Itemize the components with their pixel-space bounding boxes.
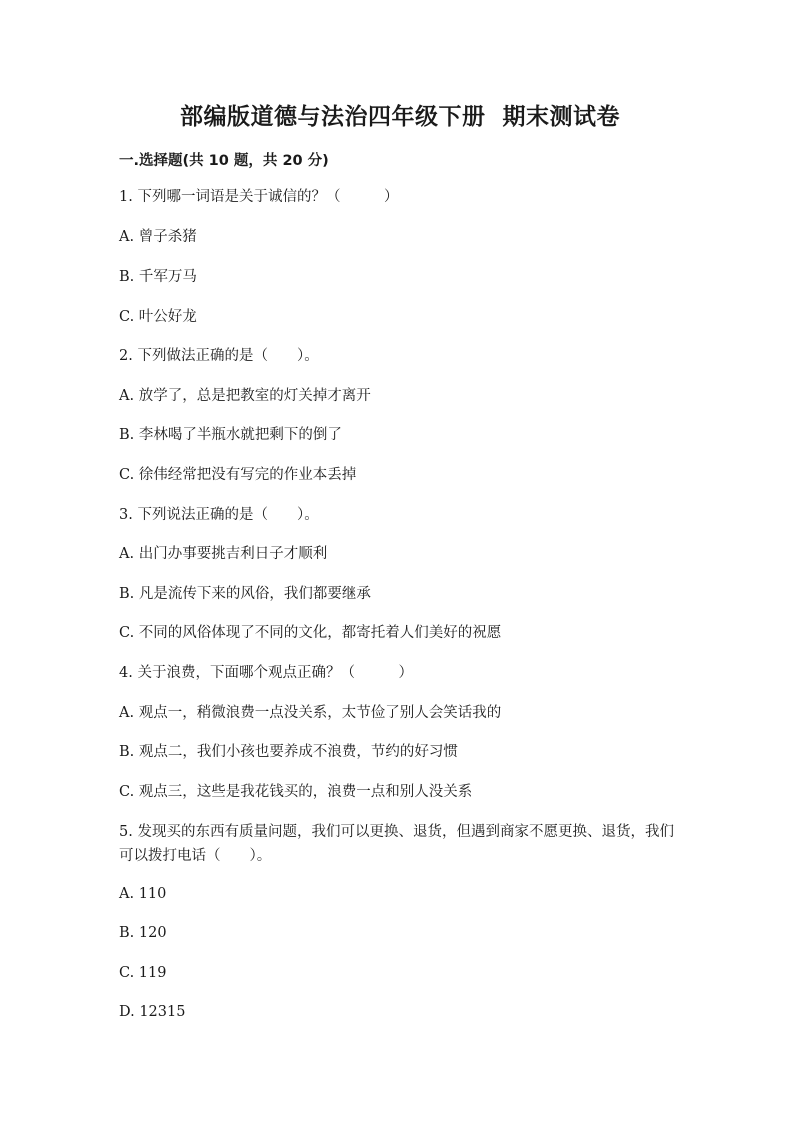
section-heading: 一.选择题(共 10 题，共 20 分): [119, 153, 329, 169]
question-4-option-a: A. 观点一，稍微浪费一点没关系，太节俭了别人会笑话我的: [119, 705, 502, 721]
question-1-option-a: A. 曾子杀猪: [119, 229, 197, 245]
question-4-option-b: B. 观点二，我们小孩也要养成不浪费，节约的好习惯: [119, 744, 458, 760]
question-2-option-a: A. 放学了，总是把教室的灯关掉才离开: [119, 388, 371, 404]
question-3-option-a: A. 出门办事要挑吉利日子才顺利: [119, 546, 328, 562]
question-5-stem: 5. 发现买的东西有质量问题，我们可以更换、退货，但遇到商家不愿更换、退货，我们可以拨打电话（ ）。: [119, 824, 674, 864]
exam-title: 部编版道德与法治四年级下册 期末测试卷: [179, 104, 620, 130]
question-2-option-b: B. 李林喝了半瓶水就把剩下的倒了: [119, 427, 342, 443]
question-5-option-c: C. 119: [119, 965, 167, 981]
question-2-stem: 2. 下列做法正确的是（ ）。: [119, 348, 319, 364]
question-3-option-c: C. 不同的风俗体现了不同的文化，都寄托着人们美好的祝愿: [119, 625, 502, 641]
question-1-option-b: B. 千军万马: [119, 269, 197, 285]
question-2-option-c: C. 徐伟经常把没有写完的作业本丢掉: [119, 467, 357, 483]
question-1-stem: 1. 下列哪一词语是关于诚信的？（ ）: [119, 189, 399, 205]
question-4-stem: 4. 关于浪费，下面哪个观点正确？（ ）: [119, 665, 413, 681]
question-5-option-d: D. 12315: [119, 1004, 186, 1020]
question-3-stem: 3. 下列说法正确的是（ ）。: [119, 507, 319, 523]
question-3-option-b: B. 凡是流传下来的风俗，我们都要继承: [119, 586, 371, 602]
question-5-option-b: B. 120: [119, 925, 167, 941]
question-4-option-c: C. 观点三，这些是我花钱买的，浪费一点和别人没关系: [119, 784, 473, 800]
question-1-option-c: C. 叶公好龙: [119, 309, 197, 325]
question-5-option-a: A. 110: [119, 886, 167, 902]
